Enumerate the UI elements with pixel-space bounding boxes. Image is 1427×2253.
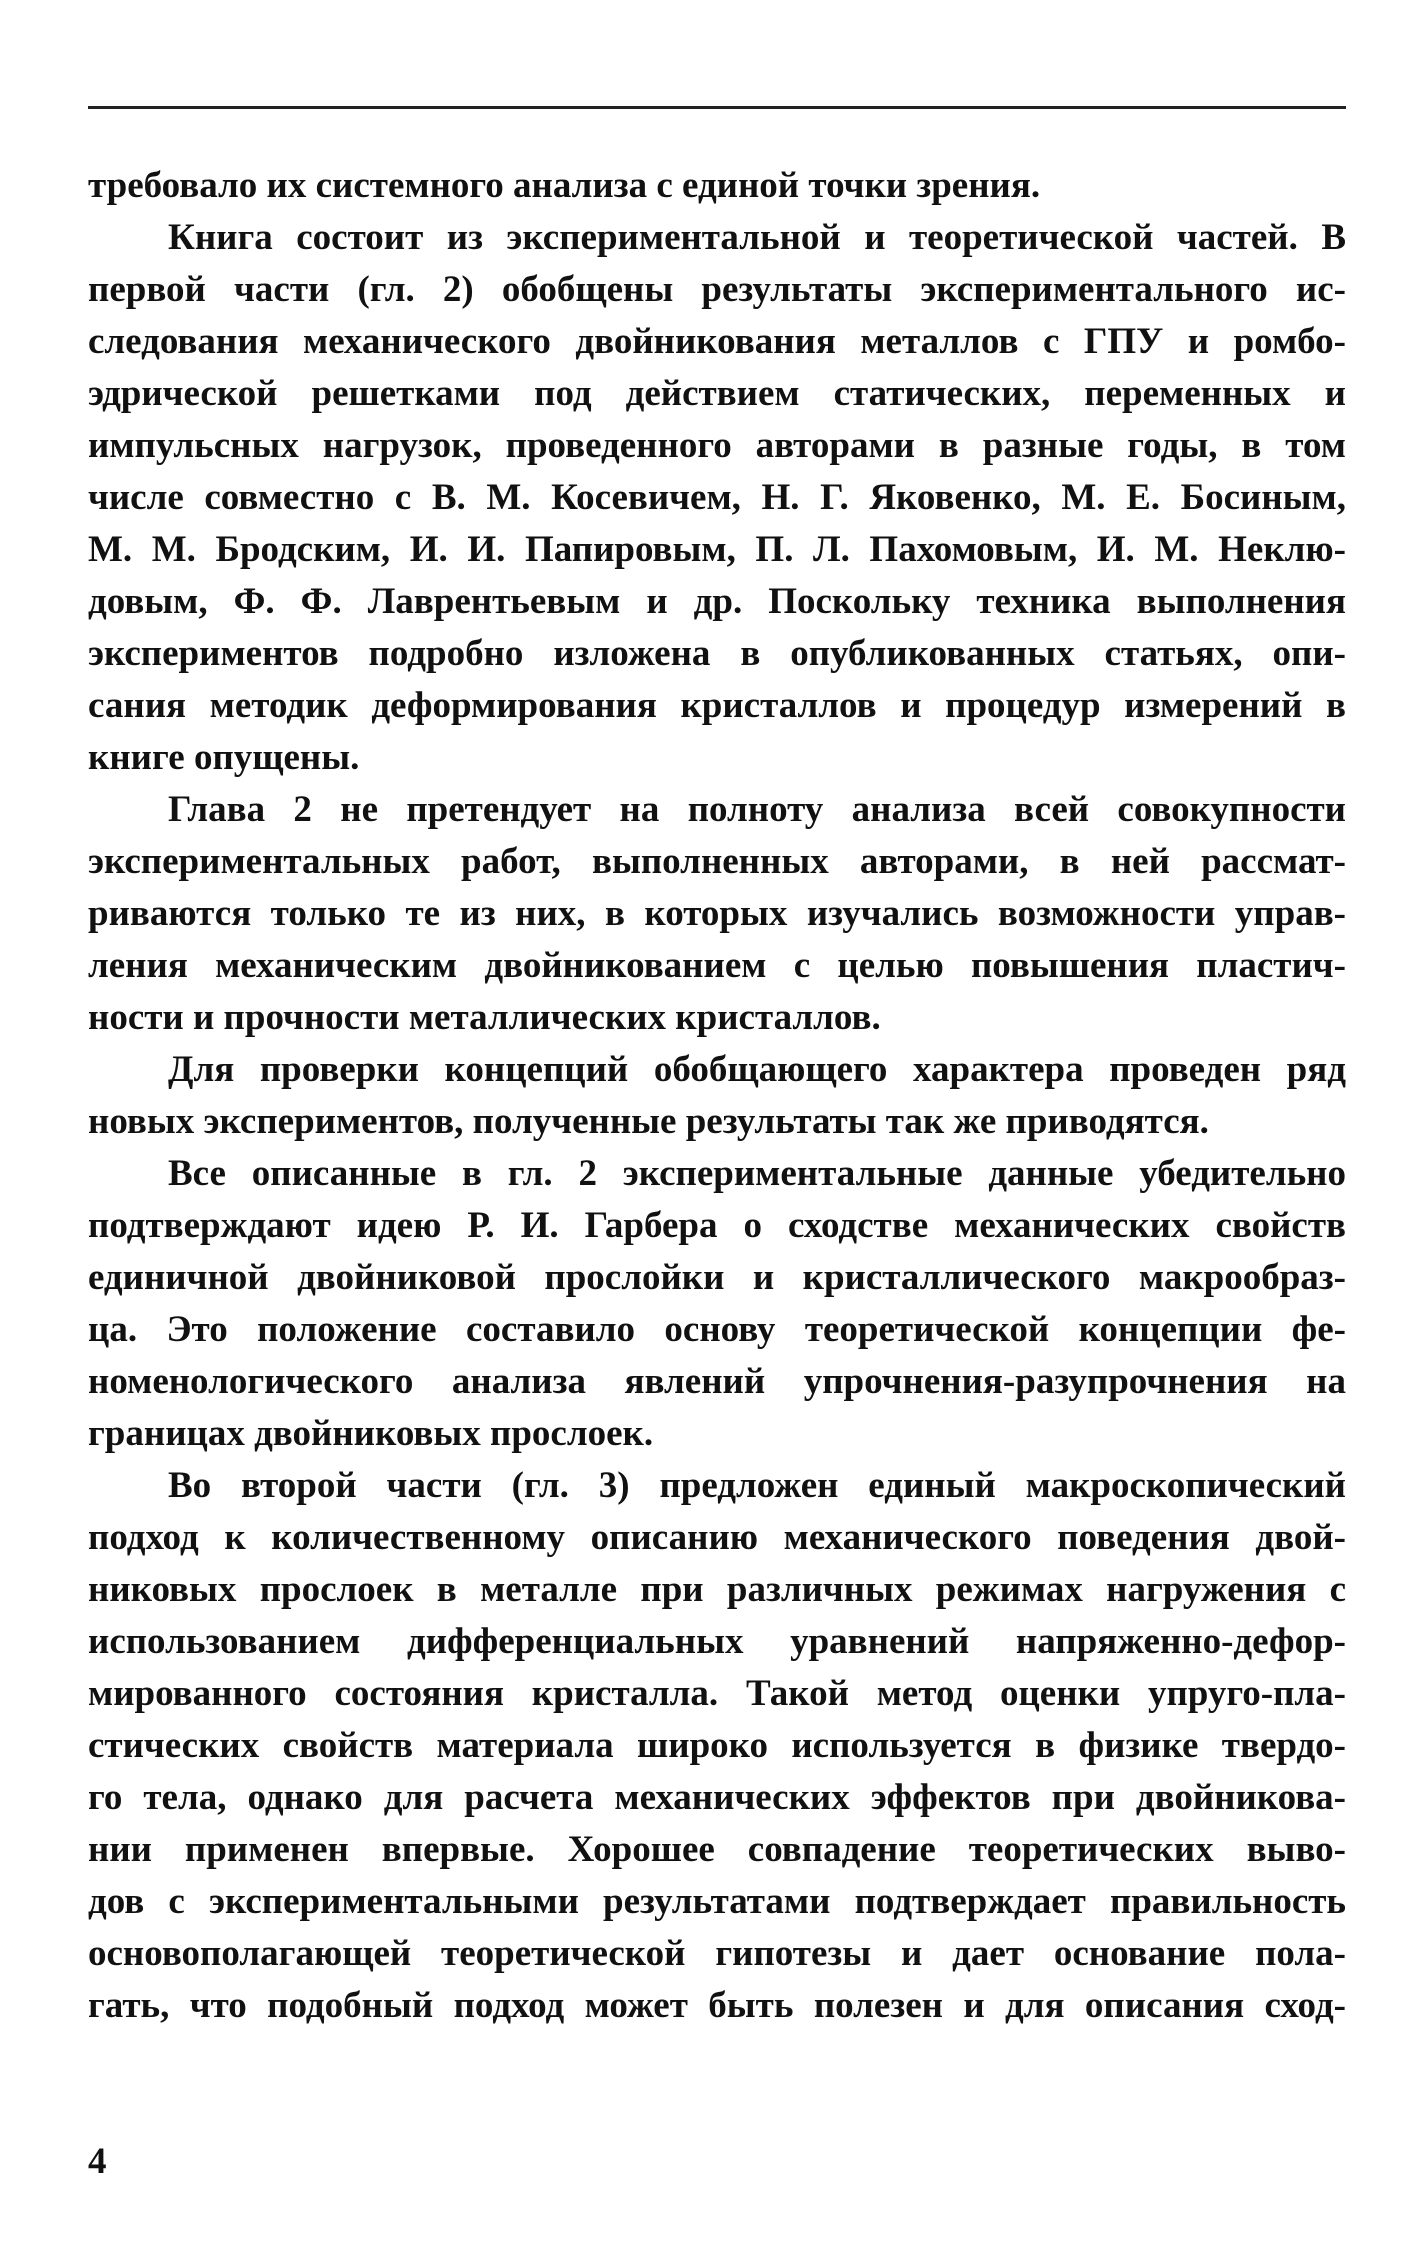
text-line: Книга состоит из экспериментальной и теоретической частей. В [168, 217, 1346, 258]
text-line: нии применен впервые. Хорошее совпадение теоретических выво- [88, 1829, 1346, 1870]
text-line: ления механическим двойникованием с целью повышения пластич- [88, 945, 1346, 986]
text-line: импульсных нагрузок, проведенного авторами в разные годы, в том [88, 425, 1346, 466]
text-line: М. М. Бродским, И. И. Папировым, П. Л. Пахомовым, И. М. Неклю- [88, 529, 1346, 570]
text-line: никовых прослоек в металле при различных режимах нагружения с [88, 1569, 1346, 1610]
text-line: первой части (гл. 2) обобщены результаты экспериментального ис- [88, 269, 1346, 310]
text-line: Все описанные в гл. 2 экспериментальные данные убедительно [168, 1153, 1346, 1194]
text-line: требовало их системного анализа с единой точки зрения. [88, 165, 1041, 206]
text-line: границах двойниковых прослоек. [88, 1413, 654, 1454]
text-line: риваются только те из них, в которых изучались возможности управ- [88, 893, 1346, 934]
text-line: номенологического анализа явлений упрочнения-разупрочнения на [88, 1361, 1346, 1402]
text-line: единичной двойниковой прослойки и кристаллического макрообраз- [88, 1257, 1346, 1298]
page-number: 4 [88, 2141, 107, 2182]
text-line: мированного состояния кристалла. Такой метод оценки упруго-пла- [88, 1673, 1346, 1714]
text-line: новых экспериментов, полученные результаты так же приводятся. [88, 1101, 1209, 1142]
text-line: книге опущены. [88, 737, 360, 778]
text-line: экспериментальных работ, выполненных авторами, в ней рассмат- [88, 841, 1346, 882]
text-line: дов с экспериментальными результатами подтверждает правильность [88, 1881, 1346, 1922]
text-line: довым, Ф. Ф. Лаврентьевым и др. Поскольку техника выполнения [88, 581, 1346, 622]
text-line: подход к количественному описанию механического поведения двой- [88, 1517, 1346, 1558]
text-line: Во второй части (гл. 3) предложен единый макроскопический [168, 1465, 1346, 1506]
text-line: числе совместно с В. М. Косевичем, Н. Г. Яковенко, М. Е. Босиным, [88, 477, 1346, 518]
text-line: подтверждают идею Р. И. Гарбера о сходстве механических свойств [88, 1205, 1346, 1246]
text-line: гать, что подобный подход может быть полезен и для описания сход- [88, 1985, 1346, 2026]
text-line: Для проверки концепций обобщающего характера проведен ряд [168, 1049, 1346, 1090]
body-text [88, 160, 1346, 2032]
text-line: стических свойств материала широко используется в физике твердо- [88, 1725, 1346, 1766]
text-line: эдрической решетками под действием статических, переменных и [88, 373, 1346, 414]
text-line: ности и прочности металлических кристаллов. [88, 997, 881, 1038]
text-line: следования механического двойникования металлов с ГПУ и ромбо- [88, 321, 1346, 362]
text-line: Глава 2 не претендует на полноту анализа всей совокупности [168, 789, 1346, 830]
text-line: экспериментов подробно изложена в опубликованных статьях, опи- [88, 633, 1346, 674]
text-line: основополагающей теоретической гипотезы и дает основание пола- [88, 1933, 1346, 1974]
text-line: сания методик деформирования кристаллов и процедур измерений в [88, 685, 1346, 726]
text-line: ца. Это положение составило основу теоретической концепции фе- [88, 1309, 1346, 1350]
header-rule [88, 106, 1346, 109]
text-line: использованием дифференциальных уравнений напряженно-дефор- [88, 1621, 1346, 1662]
text-line: го тела, однако для расчета механических эффектов при двойникова- [88, 1777, 1346, 1818]
